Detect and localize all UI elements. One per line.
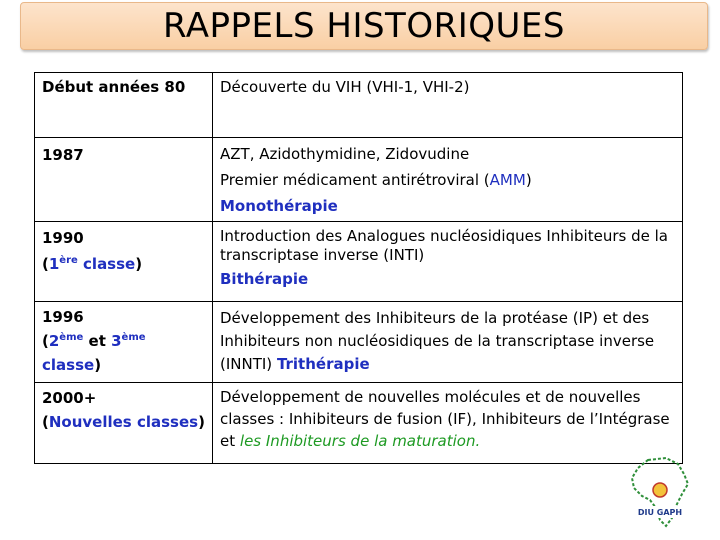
event-line: AZT, Azidothymidine, Zidovudine (220, 145, 470, 163)
event-cell (213, 222, 683, 302)
date-cell (35, 222, 213, 302)
class-label: (Nouvelles classes) (42, 413, 205, 431)
class-label-cont: classe) (42, 356, 102, 374)
date-cell (35, 138, 213, 222)
table-row (35, 138, 683, 222)
date-label: 1990 (42, 229, 84, 247)
history-table (34, 72, 683, 464)
maturation-highlight: les Inhibiteurs de la maturation. (239, 432, 481, 450)
event-cell: Découverte du VIH (VHI-1, VHI-2) (213, 73, 683, 138)
date-label: 1987 (42, 146, 84, 164)
africa-map-logo-icon (626, 454, 694, 530)
title-banner (20, 2, 708, 50)
class-label: (1ère classe) (42, 255, 143, 273)
event-cell (213, 138, 683, 222)
event-text: Développement de nouvelles molécules et de nouvelles classes : Inhibiteurs de fusion (IF), Inhibiteurs de l’Intégrase et (220, 388, 670, 450)
therapy-label: Monothérapie (220, 197, 338, 215)
table-row (35, 383, 683, 464)
event-text: Développement des Inhibiteurs de la protéase (IP) et des Inhibiteurs non nucléosidiques de la transcriptase inverse (INNTI) (220, 309, 655, 373)
table-row (35, 73, 683, 138)
date-label: 1996 (42, 308, 84, 326)
therapy-label: Trithérapie (276, 355, 370, 373)
date-cell (35, 302, 213, 383)
logo-label: DIU GAPH (637, 508, 683, 517)
event-cell (213, 383, 683, 464)
event-line: Premier médicament antirétroviral (AMM) (220, 171, 532, 189)
event-cell (213, 302, 683, 383)
amm-acronym: AMM (489, 171, 526, 189)
event-text: Introduction des Analogues nucléosidiques Inhibiteurs de la transcriptase inverse (INTI) (220, 227, 668, 264)
table-row (35, 302, 683, 383)
therapy-label: Bithérapie (220, 270, 309, 288)
date-cell: Début années 80 (35, 73, 213, 138)
page-title: RAPPELS HISTORIQUES (163, 6, 565, 46)
date-label: 2000+ (42, 389, 97, 407)
diu-gaph-logo (626, 454, 694, 530)
date-cell (35, 383, 213, 464)
table-row (35, 222, 683, 302)
class-label: (2ème et 3ème (42, 332, 146, 350)
